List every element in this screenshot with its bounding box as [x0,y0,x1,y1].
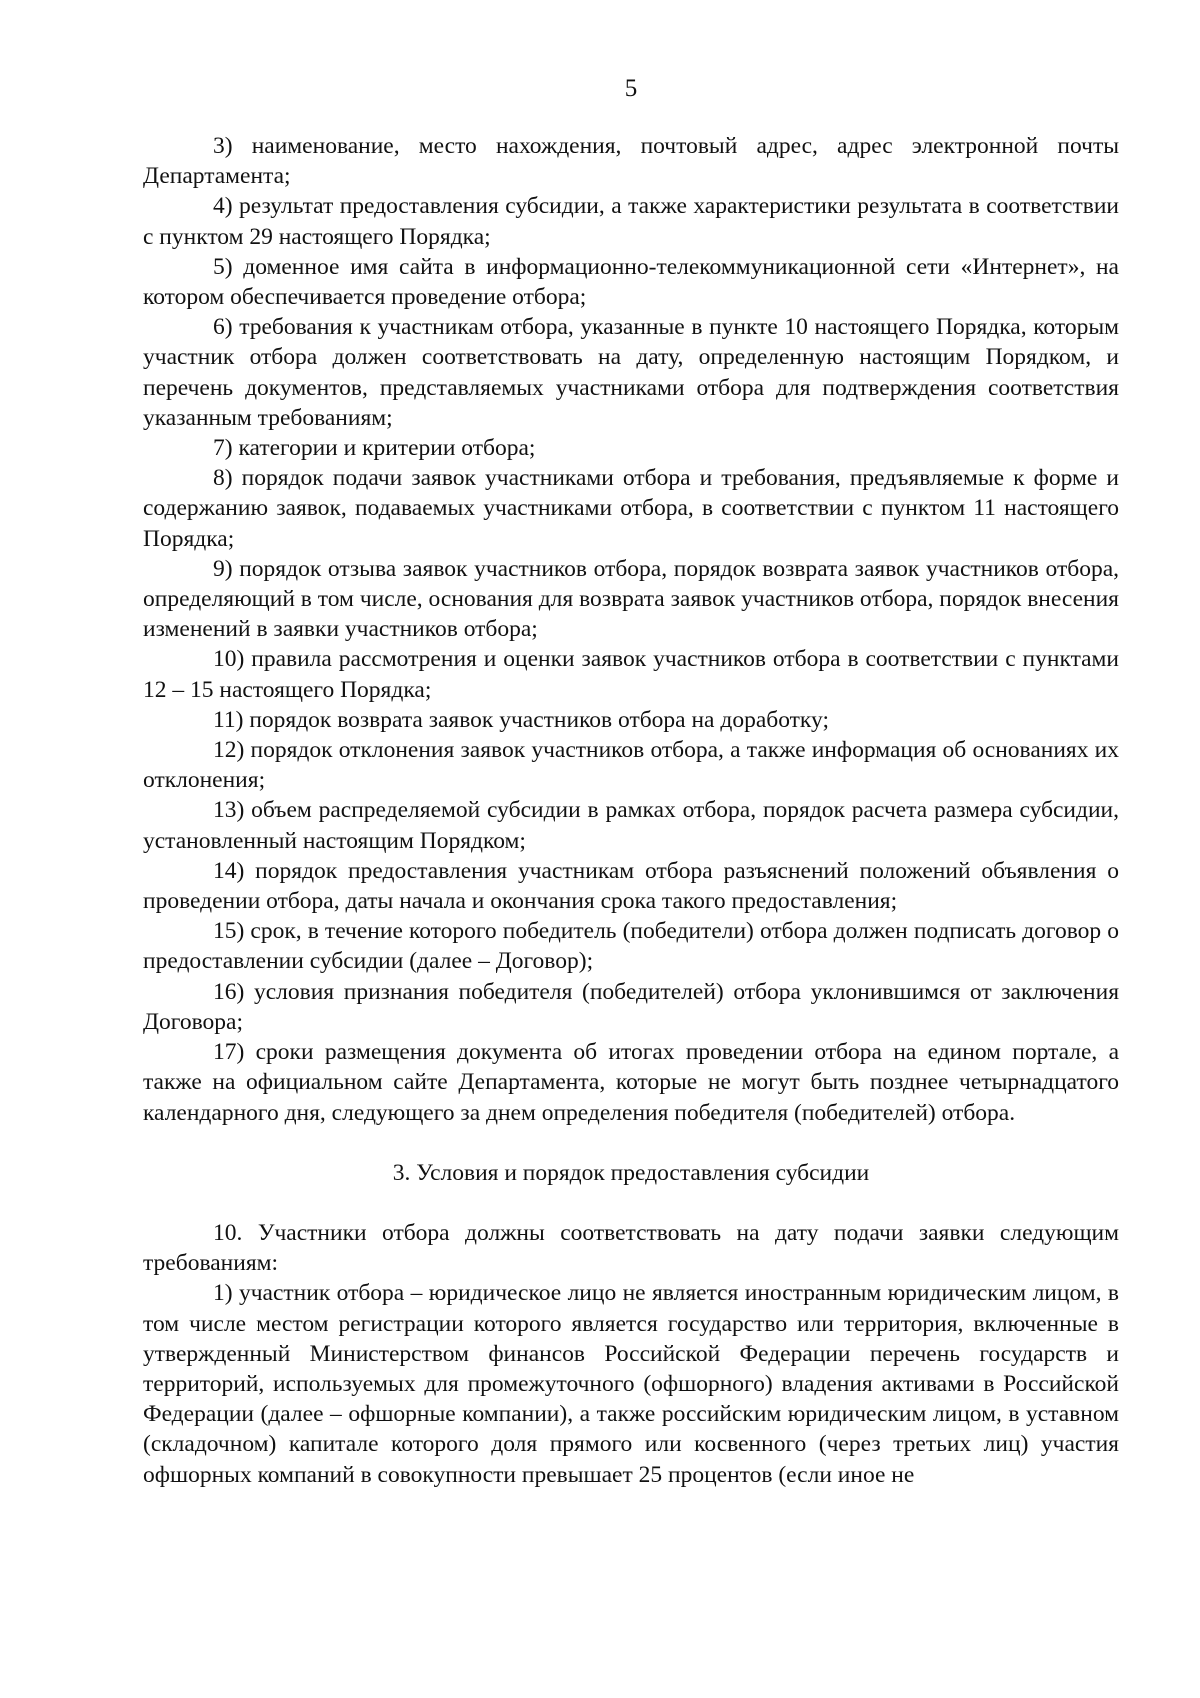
list-item-16: 16) условия признания победителя (победителей) отбора уклонившимся от заключения Договора; [143,978,1119,1035]
list-item-4: 4) результат предоставления субсидии, а также характеристики результата в соответствии с пунктом 29 настоящего Порядка; [143,193,1119,250]
list-item-15: 15) срок, в течение которого победитель (победители) отбора должен подписать договор о предоставлении субсидии (далее – Договор); [143,918,1119,975]
spacer [143,1128,1119,1158]
document-body [143,131,1119,1490]
list-item-7: 7) категории и критерии отбора; [213,435,536,462]
clause-10-item-1: 1) участник отбора – юридическое лицо не является иностранным юридическим лицом, в том числе местом регистрации которого является государство или территория, включенные в утвержденный Министерством финансов Российской Федерации перечень государств и территорий, используемых для промежуточного (офшорного) владения активами в Российской Федерации (далее – офшорные компании), а также российским юридическим лицом, в уставном (складочном) капитале которого доля прямого или косвенного (через третьих лиц) участия офшорных компаний в совокупности превышает 25 процентов (если иное не [143,1280,1119,1488]
list-item-11: 11) порядок возврата заявок участников отбора на доработку; [213,706,829,733]
page-number: 5 [624,75,638,102]
section-heading: 3. Условия и порядок предоставления субсидии [392,1159,870,1186]
list-item-14: 14) порядок предоставления участникам отбора разъяснений положений объявления о проведении отбора, даты начала и окончания срока такого предоставления; [143,857,1119,915]
list-item-8: 8) порядок подачи заявок участниками отбора и требования, предъявляемые к форме и содержанию заявок, подаваемых участниками отбора, в соответствии с пунктом 11 настоящего Порядка; [143,465,1119,552]
list-item-9: 9) порядок отзыва заявок участников отбора, порядок возврата заявок участников отбора, определяющий в том числе, основания для возврата заявок участников отбора, порядок внесения изменений в заявки участников отбора; [143,555,1119,643]
list-item-10: 10) правила рассмотрения и оценки заявок участников отбора в соответствии с пунктами 12 – 15 настоящего Порядка; [143,646,1119,703]
list-item-5: 5) доменное имя сайта в информационно-телекоммуникационной сети «Интернет», на котором обеспечивается проведение отбора; [143,253,1119,311]
spacer [143,1188,1119,1218]
clause-10: 10. Участники отбора должны соответствовать на дату подачи заявки следующим требованиям: [143,1219,1119,1277]
list-item-13: 13) объем распределяемой субсидии в рамках отбора, порядок расчета размера субсидии, установленный настоящим Порядком; [143,797,1119,854]
list-item-17: 17) сроки размещения документа об итогах проведении отбора на едином портале, а также на официальном сайте Департамента, которые не могут быть позднее четырнадцатого календарного дня, следующего за днем определения победителя (победителей) отбора. [143,1039,1119,1126]
list-item-3: 3) наименование, место нахождения, почтовый адрес, адрес электронной почты Департамента; [143,133,1119,190]
list-item-12: 12) порядок отклонения заявок участников отбора, а также информация об основаниях их отклонения; [143,737,1119,794]
list-item-6: 6) требования к участникам отбора, указанные в пункте 10 настоящего Порядка, которым участник отбора должен соответствовать на дату, определенную настоящим Порядком, и перечень документов, представляемых участниками отбора для подтверждения соответствия указанным требованиям; [143,314,1119,431]
